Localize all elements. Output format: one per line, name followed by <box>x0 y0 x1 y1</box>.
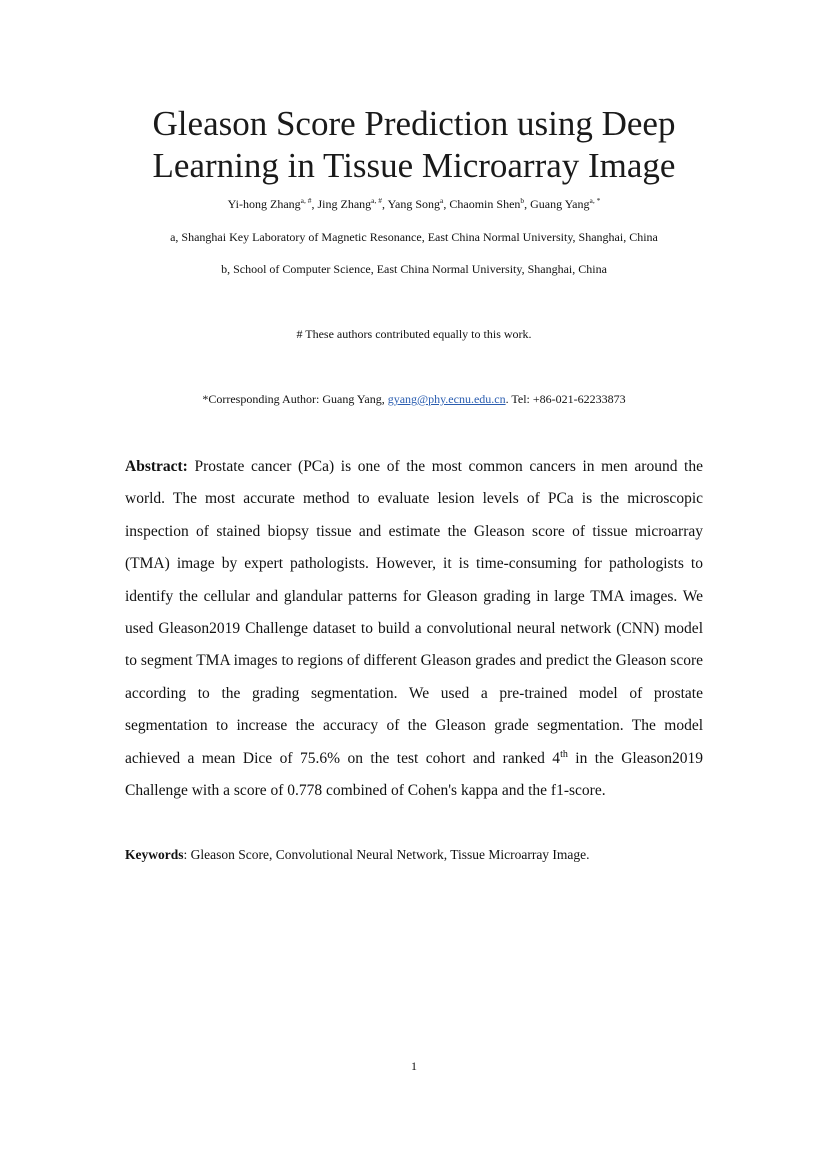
title-line-1: Gleason Score Prediction using Deep <box>152 104 676 143</box>
page-number: 1 <box>411 1059 417 1073</box>
abstract-text-continued: in the Gleason2019 Challenge with a score of 0.778 combined of Cohen's kappa and the f1-score. <box>125 749 703 800</box>
abstract <box>125 451 703 807</box>
author-name: Yang Song <box>387 197 441 211</box>
keywords <box>125 847 725 863</box>
abstract-superscript: th <box>560 748 568 760</box>
corresponding-suffix: . Tel: +86-021-62233873 <box>505 392 626 406</box>
email-link[interactable]: gyang@phy.ecnu.edu.cn <box>387 392 506 406</box>
equal-contribution-note: # These authors contributed equally to this work. <box>296 327 532 341</box>
author-affiliation-mark: a, # <box>300 196 312 205</box>
corresponding-prefix: *Corresponding Author: Guang Yang, <box>202 392 385 406</box>
author-affiliation-mark: a, # <box>371 196 383 205</box>
author-name: Jing Zhang <box>317 197 372 211</box>
abstract-label: Abstract: <box>125 458 188 475</box>
title-line-2: Learning in Tissue Microarray Image <box>152 146 676 185</box>
corresponding-author <box>0 392 828 407</box>
abstract-text: Prostate cancer (PCa) is one of the most common cancers in men around the world. The most accurate method to evaluate lesion levels of PCa is the microscopic inspection of stained biopsy tissue and estimate the Gleason score of tissue microarray (TMA) image by expert pathologists. However, it is time-consuming for pathologists to identify the cellular and glandular patterns for Gleason grading in large TMA images. We used Gleason2019 Challenge dataset to build a convolutional neural network (CNN) model to segment TMA images to regions of different Gleason grades and predict the Gleason score according to the grading segmentation. We used a pre-trained model of prostate segmentation to increase the accuracy of the Gleason grade segmentation. The model achieved a mean Dice of 75.6% on the test cohort and ranked 4 <box>125 458 703 767</box>
author-name: Guang Yang <box>530 197 590 211</box>
paper-title <box>0 103 828 187</box>
author-affiliation-mark: b <box>520 196 525 205</box>
affiliation-b: b, School of Computer Science, East China Normal University, Shanghai, China <box>221 262 607 276</box>
keywords-label: Keywords <box>125 847 184 862</box>
author-affiliation-mark: a, * <box>589 196 601 205</box>
affiliation-a: a, Shanghai Key Laboratory of Magnetic Resonance, East China Normal University, Shanghai, China <box>170 230 658 244</box>
author-affiliation-mark: a <box>440 196 444 205</box>
author-name: Yi-hong Zhang <box>227 197 301 211</box>
author-list: Yi-hong Zhang$^{a, \#}$, Jing Zhang$^{a, \#}$, Yang Song$^a$, Chaomin Shen$^b$, Guang Yang$^{a, *}$ <box>227 196 601 211</box>
author-name: Chaomin Shen <box>449 197 521 211</box>
keywords-text: : Gleason Score, Convolutional Neural Network, Tissue Microarray Image. <box>183 847 590 862</box>
